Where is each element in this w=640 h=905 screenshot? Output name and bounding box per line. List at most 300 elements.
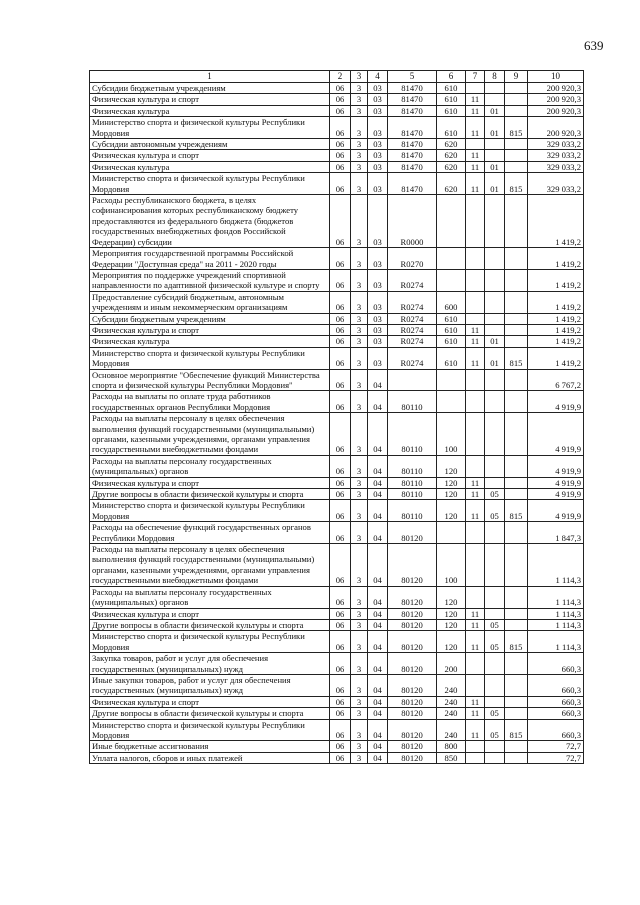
amount: 4 919,9 [528,391,584,413]
expense-type [437,195,466,248]
code-2: 06 [330,369,351,391]
row-name: Физическая культура и спорт [90,696,330,707]
code-2: 06 [330,173,351,195]
expense-type: 620 [437,161,466,172]
amount: 200 920,3 [528,117,584,139]
amount: 1 114,3 [528,619,584,630]
code-4: 03 [368,83,388,94]
subsection [485,369,505,391]
ministry-code [505,455,528,477]
code-3: 3 [351,117,368,139]
column-header: 3 [351,71,368,83]
target-code: R0270 [388,248,437,270]
section: 11 [466,631,485,653]
section [466,413,485,456]
section: 11 [466,105,485,116]
target-code: 80110 [388,391,437,413]
code-2: 06 [330,150,351,161]
expense-type [437,248,466,270]
section: 11 [466,336,485,347]
subsection [485,522,505,544]
code-3: 3 [351,161,368,172]
code-4: 04 [368,391,388,413]
ministry-code [505,608,528,619]
subsection: 05 [485,489,505,500]
expense-type: 610 [437,347,466,369]
expense-type: 620 [437,150,466,161]
code-4: 04 [368,696,388,707]
amount: 1 419,2 [528,195,584,248]
subsection [485,324,505,335]
table-row [90,455,584,477]
target-code: 80120 [388,752,437,763]
code-3: 3 [351,94,368,105]
amount: 1 114,3 [528,586,584,608]
row-name: Расходы на выплаты персоналу в целях обеспечения выполнения функций государственными (муниципальными) органами, казенными учреждениями, органами управления государственными внебюджетными фондами [90,413,330,456]
ministry-code [505,741,528,752]
amount: 660,3 [528,674,584,696]
amount: 200 920,3 [528,83,584,94]
code-2: 06 [330,631,351,653]
table-row [90,586,584,608]
row-name: Физическая культура [90,336,330,347]
section [466,139,485,150]
code-4: 03 [368,269,388,291]
expense-type: 120 [437,586,466,608]
target-code: 80110 [388,413,437,456]
code-2: 06 [330,94,351,105]
code-4: 04 [368,489,388,500]
row-name: Расходы на выплаты персоналу государственных (муниципальных) органов [90,455,330,477]
row-name: Физическая культура [90,161,330,172]
amount: 1 419,2 [528,248,584,270]
table-row [90,139,584,150]
code-3: 3 [351,195,368,248]
section: 11 [466,719,485,741]
target-code: 80110 [388,455,437,477]
row-name: Министерство спорта и физической культуры Республики Мордовия [90,500,330,522]
expense-type: 120 [437,489,466,500]
code-3: 3 [351,619,368,630]
expense-type: 200 [437,653,466,675]
ministry-code [505,195,528,248]
ministry-code [505,489,528,500]
subsection [485,83,505,94]
subsection [485,752,505,763]
row-name: Мероприятия по поддержке учреждений спортивной направленности по адаптивной физической культуре и спорту [90,269,330,291]
table-row [90,313,584,324]
subsection: 05 [485,708,505,719]
amount: 1 419,2 [528,324,584,335]
code-4: 03 [368,336,388,347]
section [466,369,485,391]
code-4: 04 [368,708,388,719]
code-4: 04 [368,477,388,488]
code-4: 03 [368,195,388,248]
target-code: 80110 [388,477,437,488]
code-3: 3 [351,324,368,335]
code-3: 3 [351,150,368,161]
code-3: 3 [351,752,368,763]
table-row [90,291,584,313]
code-3: 3 [351,291,368,313]
ministry-code [505,477,528,488]
expense-type: 610 [437,117,466,139]
ministry-code [505,269,528,291]
row-name: Министерство спорта и физической культуры Республики Мордовия [90,173,330,195]
code-3: 3 [351,391,368,413]
section [466,83,485,94]
page-number: 639 [584,38,604,53]
table-row [90,391,584,413]
expense-type [437,269,466,291]
target-code: R0000 [388,195,437,248]
subsection: 01 [485,347,505,369]
amount: 200 920,3 [528,94,584,105]
subsection [485,477,505,488]
subsection: 01 [485,161,505,172]
ministry-code: 815 [505,500,528,522]
expense-type: 610 [437,83,466,94]
row-name: Другие вопросы в области физической культуры и спорта [90,489,330,500]
section [466,291,485,313]
code-2: 06 [330,391,351,413]
ministry-code [505,139,528,150]
row-name: Министерство спорта и физической культуры Республики Мордовия [90,631,330,653]
table-row [90,477,584,488]
table-row [90,708,584,719]
code-4: 03 [368,248,388,270]
row-name: Физическая культура и спорт [90,608,330,619]
expense-type: 610 [437,105,466,116]
code-4: 03 [368,313,388,324]
target-code: 81470 [388,94,437,105]
code-3: 3 [351,347,368,369]
target-code: 81470 [388,105,437,116]
code-3: 3 [351,631,368,653]
row-name: Субсидии бюджетным учреждениям [90,83,330,94]
expense-type: 610 [437,336,466,347]
expense-type: 120 [437,619,466,630]
section: 11 [466,324,485,335]
target-code: R0274 [388,291,437,313]
code-3: 3 [351,369,368,391]
amount: 4 919,9 [528,477,584,488]
row-name: Предоставление субсидий бюджетным, автономным учреждениям и иным некоммерческим организациям [90,291,330,313]
table-row [90,489,584,500]
target-code: 80120 [388,653,437,675]
row-name: Расходы на выплаты по оплате труда работников государственных органов Республики Мордовия [90,391,330,413]
section: 11 [466,94,485,105]
expense-type: 600 [437,291,466,313]
code-2: 06 [330,586,351,608]
ministry-code [505,324,528,335]
code-3: 3 [351,696,368,707]
amount: 1 114,3 [528,544,584,587]
code-4: 03 [368,347,388,369]
row-name: Основное мероприятие "Обеспечение функций Министерства спорта и физической культуры Республики Мордовия" [90,369,330,391]
table-row [90,369,584,391]
row-name: Уплата налогов, сборов и иных платежей [90,752,330,763]
target-code: 80120 [388,522,437,544]
amount: 1 419,2 [528,347,584,369]
code-4: 04 [368,369,388,391]
section [466,455,485,477]
section: 11 [466,619,485,630]
column-header: 1 [90,71,330,83]
code-4: 03 [368,291,388,313]
section [466,248,485,270]
code-2: 06 [330,195,351,248]
row-name: Субсидии бюджетным учреждениям [90,313,330,324]
row-name: Иные закупки товаров, работ и услуг для обеспечения государственных (муниципальных) нужд [90,674,330,696]
amount: 329 033,2 [528,150,584,161]
table-row [90,105,584,116]
code-4: 04 [368,619,388,630]
amount: 4 919,9 [528,489,584,500]
table-row [90,619,584,630]
amount: 329 033,2 [528,161,584,172]
code-4: 03 [368,150,388,161]
code-3: 3 [351,674,368,696]
subsection [485,269,505,291]
table-row [90,173,584,195]
table-row [90,413,584,456]
ministry-code [505,291,528,313]
code-3: 3 [351,139,368,150]
row-name: Расходы на выплаты персоналу государственных (муниципальных) органов [90,586,330,608]
section: 11 [466,500,485,522]
table-row [90,94,584,105]
row-name: Субсидии автономным учреждениям [90,139,330,150]
row-name: Расходы на обеспечение функций государственных органов Республики Мордовия [90,522,330,544]
table-row [90,741,584,752]
code-2: 06 [330,522,351,544]
amount: 72,7 [528,752,584,763]
amount: 1 419,2 [528,269,584,291]
subsection: 05 [485,619,505,630]
subsection [485,455,505,477]
expense-type: 120 [437,500,466,522]
table-row [90,269,584,291]
target-code: 80120 [388,608,437,619]
code-2: 06 [330,719,351,741]
row-name: Министерство спорта и физической культуры Республики Мордовия [90,719,330,741]
expense-type: 240 [437,708,466,719]
code-2: 06 [330,489,351,500]
subsection [485,150,505,161]
ministry-code [505,544,528,587]
code-2: 06 [330,455,351,477]
code-4: 04 [368,719,388,741]
ministry-code [505,586,528,608]
code-2: 06 [330,708,351,719]
code-2: 06 [330,336,351,347]
ministry-code [505,105,528,116]
section: 11 [466,696,485,707]
ministry-code [505,313,528,324]
section: 11 [466,117,485,139]
ministry-code: 815 [505,347,528,369]
expense-type: 120 [437,608,466,619]
subsection [485,391,505,413]
expense-type: 120 [437,477,466,488]
target-code: 80120 [388,741,437,752]
section [466,313,485,324]
ministry-code [505,150,528,161]
code-2: 06 [330,248,351,270]
code-3: 3 [351,336,368,347]
ministry-code [505,391,528,413]
section: 11 [466,347,485,369]
subsection [485,741,505,752]
code-2: 06 [330,500,351,522]
ministry-code [505,369,528,391]
subsection [485,696,505,707]
target-code: 81470 [388,150,437,161]
expense-type: 610 [437,324,466,335]
subsection [485,608,505,619]
code-4: 03 [368,324,388,335]
row-name: Физическая культура [90,105,330,116]
code-2: 06 [330,139,351,150]
column-header: 10 [528,71,584,83]
target-code: 80120 [388,708,437,719]
amount: 1 419,2 [528,291,584,313]
section: 11 [466,477,485,488]
subsection [485,674,505,696]
code-4: 03 [368,173,388,195]
code-2: 06 [330,477,351,488]
ministry-code: 815 [505,631,528,653]
subsection: 05 [485,631,505,653]
target-code: 80110 [388,500,437,522]
code-2: 06 [330,347,351,369]
section [466,544,485,587]
code-3: 3 [351,586,368,608]
section: 11 [466,608,485,619]
code-3: 3 [351,269,368,291]
code-3: 3 [351,544,368,587]
code-2: 06 [330,161,351,172]
subsection: 01 [485,173,505,195]
code-4: 04 [368,752,388,763]
code-3: 3 [351,719,368,741]
code-4: 04 [368,500,388,522]
code-4: 04 [368,608,388,619]
code-3: 3 [351,455,368,477]
ministry-code [505,336,528,347]
ministry-code: 815 [505,117,528,139]
code-2: 06 [330,413,351,456]
section: 11 [466,173,485,195]
amount: 1 419,2 [528,313,584,324]
subsection: 01 [485,105,505,116]
target-code: 81470 [388,117,437,139]
section [466,674,485,696]
budget-table [89,70,584,764]
code-3: 3 [351,489,368,500]
target-code: 80120 [388,696,437,707]
code-4: 04 [368,544,388,587]
section [466,752,485,763]
table-row [90,83,584,94]
amount: 329 033,2 [528,139,584,150]
expense-type [437,391,466,413]
table-row [90,150,584,161]
expense-type: 240 [437,674,466,696]
section [466,653,485,675]
ministry-code [505,94,528,105]
subsection [485,94,505,105]
table-row [90,696,584,707]
subsection [485,413,505,456]
subsection [485,544,505,587]
subsection [485,653,505,675]
code-4: 03 [368,161,388,172]
table-row [90,752,584,763]
ministry-code: 815 [505,719,528,741]
code-3: 3 [351,608,368,619]
row-name: Министерство спорта и физической культуры Республики Мордовия [90,117,330,139]
table-row [90,336,584,347]
code-3: 3 [351,83,368,94]
table-row [90,631,584,653]
code-2: 06 [330,619,351,630]
code-3: 3 [351,313,368,324]
target-code: 80120 [388,619,437,630]
subsection: 05 [485,500,505,522]
table-header-row [90,71,584,83]
code-4: 04 [368,522,388,544]
amount: 6 767,2 [528,369,584,391]
code-2: 06 [330,105,351,116]
expense-type: 800 [437,741,466,752]
target-code: 81470 [388,83,437,94]
amount: 660,3 [528,696,584,707]
code-4: 04 [368,455,388,477]
row-name: Иные бюджетные ассигнования [90,741,330,752]
code-3: 3 [351,105,368,116]
column-header: 9 [505,71,528,83]
expense-type [437,369,466,391]
row-name: Закупка товаров, работ и услуг для обеспечения государственных (муниципальных) нужд [90,653,330,675]
subsection [485,291,505,313]
target-code: 80120 [388,544,437,587]
code-3: 3 [351,173,368,195]
subsection: 01 [485,117,505,139]
target-code: R0274 [388,313,437,324]
table-row [90,653,584,675]
target-code: R0274 [388,324,437,335]
row-name: Физическая культура и спорт [90,477,330,488]
target-code [388,369,437,391]
column-header: 8 [485,71,505,83]
expense-type: 620 [437,173,466,195]
amount: 4 919,9 [528,413,584,456]
code-2: 06 [330,117,351,139]
code-3: 3 [351,413,368,456]
row-name: Мероприятия государственной программы Российской Федерации "Доступная среда" на 2011 - 2020 годы [90,248,330,270]
code-3: 3 [351,248,368,270]
code-2: 06 [330,269,351,291]
ministry-code [505,708,528,719]
expense-type: 620 [437,139,466,150]
ministry-code [505,161,528,172]
expense-type: 100 [437,413,466,456]
code-3: 3 [351,741,368,752]
row-name: Физическая культура и спорт [90,324,330,335]
